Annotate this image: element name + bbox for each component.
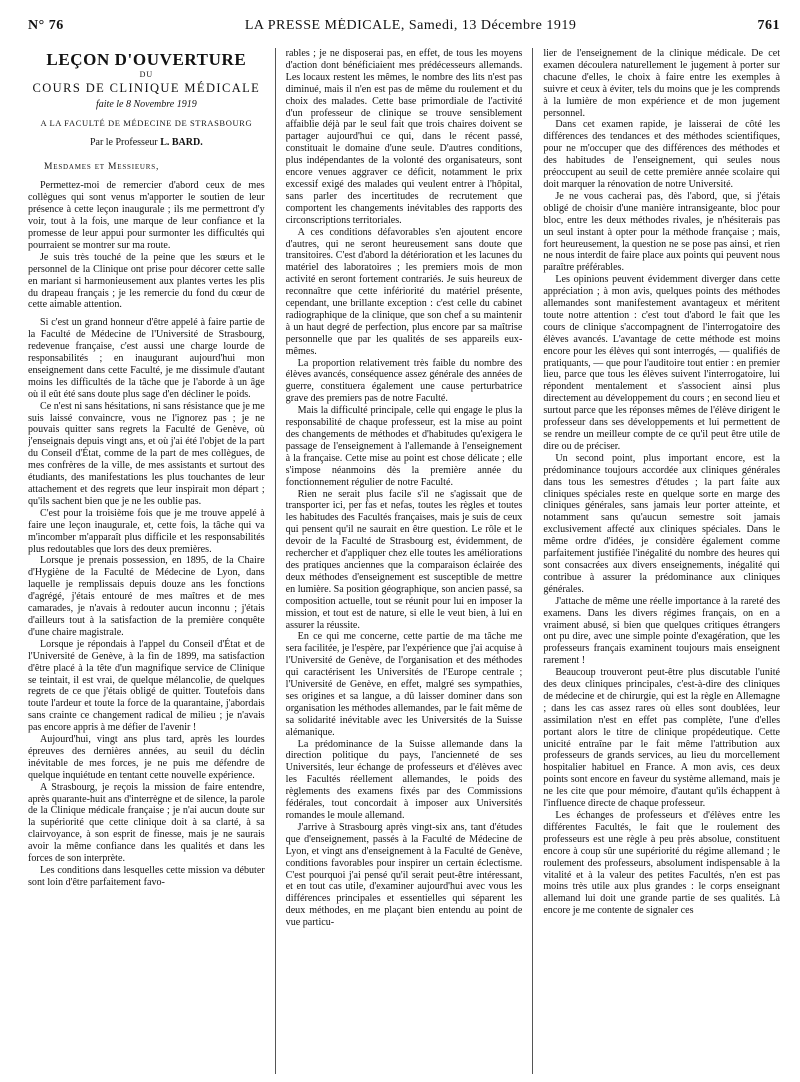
article-byline (28, 137, 265, 149)
column-3 (543, 48, 780, 1074)
paragraph: La prédominance de la Suisse allemande dans la direction politique du pays, l'ancienneté de ses Universités, leur échange de professeurs et d'élèves avec les Facultés réellement allemandes, le poids des règlements des examens fixés par des Commissions fédérales, tout concordait à imposer aux Universités romandes le moule allemand. (285, 738, 523, 821)
paragraph: Mais la difficulté principale, celle qui engage le plus la responsabilité de chaque professeur, est la mise au point des changements de méthodes et d'habitudes qu'exigera le passage de l'enseignement à l'allemande à l'enseignement à la française. Cette mise au point est chose délicate ; elle s'impose néanmoins dès la première année du fonctionnement régulier de notre Faculté. (285, 405, 523, 488)
article-du: DU (139, 69, 154, 79)
paragraph: J'arrive à Strasbourg après vingt-six ans, tant d'études que d'enseignement, passés à la Faculté de Médecine de Lyon, et vingt ans d'enseignement à la Faculté de Genève, conditions favorables pour inspirer un certain éclectisme. C'est pourquoi j'ai pensé qu'il serait peut-être intéressant, et en tout cas utile, d'examiner aujourd'hui avec vous les différences principales et essentielles qui séparent les deux méthodes, en me plaçant bien entendu au point de vue particu- (285, 821, 523, 929)
paragraph: rables ; je ne disposerai pas, en effet, de tous les moyens d'action dont bénéficiaient mes prédécesseurs allemands. Les locaux restent les mêmes, le nombre des lits n'est pas diminué, mais il n'en est pas de même du roulement et du choix des malades. Cette base primordiale de l'activité d'un professeur de clinique se trouve sensiblement affaiblie déjà par le seul fait que trois chaires doivent se partager aujourd'hui ce qui, dans le récent passé, constituait le domaine d'une seule. D'autres conditions, plus indépendantes de la volonté des organisateurs, sont encore venues aggraver ce déficit, notamment le prix excessif exigé des malades qui veulent entrer à l'hôpital, sans parler des incertitudes de recrutement que comportent les changements inévitables des rapports des circonscriptions territoriales. (285, 48, 523, 226)
journal-title: LA PRESSE MÉDICALE, Samedi, 13 Décembre 1919 (244, 18, 577, 33)
article-title-block (28, 50, 265, 148)
paragraph: Rien ne serait plus facile s'il ne s'agissait que de transporter ici, per fas et nefas, toutes les règles et toutes les habitudes des Facultés françaises, mais je suis de ceux qui pensent qu'il ne saurait en être question. Le rôle et le devoir de la Faculté de Strasbourg est, évidemment, de rechercher et d'appliquer chez elle toutes les améliorations des pratiques anciennes que la comparaison éclairée des deux méthodes d'enseignement est susceptible de mettre en lumière. Sa position géographique, son ancien passé, sa composition actuelle, tout se réunit pour lui en imposer la mission, et tout est de nature, si elle le veut bien, à lui en assurer la réussite. (285, 488, 523, 631)
paragraph: Aujourd'hui, vingt ans plus tard, après les lourdes épreuves des dernières années, au seuil du déclin inévitable de mes forces, je ne puis me défendre de quelque inquiétude en tentant cette nouvelle expérience. (28, 734, 265, 781)
byline-prefix: Par le Professeur (89, 136, 158, 148)
paragraph: J'attache de même une réelle importance à la rareté des examens. Dans les divers régimes français, on en a vraiment abusé, si bien que quelques critiques étrangers ont pu dire, avec une simple pointe d'exagération, que les professeurs français examinent toujours mais enseignent rarement ! (543, 595, 780, 667)
paragraph: Un second point, plus important encore, est la prédominance toujours accordée aux cliniques générales dans tous les semestres d'études ; la part faite aux cliniques spéciales reste en quelque sorte en marge des cliniques générales, sans jamais leur porter atteinte, et notamment sans qu'aucun semestre soit jamais exclusivement affecté aux cliniques spéciales. Dans le même ordre d'idées, je considère également comme parfaitement justifiée l'inégalité du nombre des heures qui sont consacrées aux divers enseignements, inégalité qui contribue à assurer la prédominance aux cliniques générales. (543, 452, 780, 595)
column-rule (275, 48, 276, 1074)
journal-page (28, 18, 780, 1074)
paragraph: Permettez-moi de remercier d'abord ceux de mes collègues qui sont venus m'apporter le soutien de leur présence à cette leçon inaugurale ; ils me permettront d'y voir, tout à la fois, une marque de leur confiance et la promesse de leur appui pour surmonter les difficultés qui pourraient se montrer sur ma route. (28, 180, 265, 251)
article-title: LEÇON D'OUVERTURE (46, 50, 247, 69)
author-name: L. BARD. (160, 136, 203, 148)
paragraph: C'est pour la troisième fois que je me trouve appelé à faire une leçon inaugurale, et, cette fois, la tâche qui va m'incomber m'apparaît plus difficile et les responsabilités plus redoutables que lors des deux premières. (28, 507, 265, 555)
paragraph: Dans cet examen rapide, je laisserai de côté les différences des tendances et des méthodes scientifiques, pour ne m'occuper que des différences des méthodes et des habitudes de l'enseignement, qui seules nous préoccupent au seuil de cette première année scolaire qui doit marquer la rénovation de notre Université. (543, 119, 780, 190)
paragraph: lier de l'enseignement de la clinique médicale. De cet examen découlera naturellement le jugement à porter sur chacune d'elles, le choix à faire entre les exemples à suivre et ceux à éviter, tels du moins que je les comprends à la lumière de mon expérience et de mon jugement personnel. (543, 48, 780, 119)
paragraph: Je ne vous cacherai pas, dès l'abord, que, si j'étais obligé de choisir d'une manière intransigeante, bloc pour bloc, entre les deux méthodes rivales, je n'hésiterais pas un seul instant à opter pour la méthode française ; mais, fort heureusement, la question ne se pose pas ainsi, et rien ne nous interdit de faire place aux points qui peuvent nous paraître préférables. (543, 190, 780, 274)
paragraph: A ces conditions défavorables s'en ajoutent encore d'autres, qui ne seront heureusement sans doute que transitoires. C'est d'abord la détérioration et les lacunes du matériel des laboratoires ; les premiers mois de mon activité en seront fortement contrariés. Je suis heureux de reconnaître que cette infériorité du matériel présente, cependant, une brillante exception : c'est celle du cabinet radiographique de la clinique, que son chef a su maintenir à un haut degré de perfection, plus encore par sa maîtrise personnelle que par les qualités de ses appareils eux-mêmes. (285, 226, 523, 357)
issue-number: N° 76 (28, 18, 64, 33)
paragraph: Beaucoup trouveront peut-être plus discutable l'unité des deux cliniques principales, c'est-à-dire des cliniques de médecine et de chirurgie, qui est la règle en Allemagne ; dans les cas assez rares où elles sont doublées, leur assimilation n'est en effet pas complète, l'une d'elles portant alors le titre de clinique propédeutique. Cette unicité entraîne par le fait même l'attribution aux professeurs de grands services, au lieu du morcellement hospitalier habituel en France. A mon avis, ces deux points sont encore en faveur du système allemand, mais je ne les cite que pour mémoire, d'autant qu'ils échappent à l'influence directe de chaque professeur. (543, 667, 780, 810)
salutation: Mesdames et Messieurs, (44, 162, 160, 173)
paragraph: Je suis très touché de la peine que les sœurs et le personnel de la Clinique ont prise pour décorer cette salle en mariant si harmonieusement aux plantes vertes les plis du drapeau français ; je les remercie du fond du cœur de cette aimable attention. (28, 251, 265, 311)
paragraph: Lorsque je répondais à l'appel du Conseil d'État et de l'Université de Genève, à la fin de 1899, ma satisfaction d'être placé à la tête d'un magnifique service de Clinique se teintait, il est vrai, de quelque mélancolie, de quelques regrets de ce que j'étais obligé de quitter. Toutefois dans toute l'ardeur et toute la force de la quarantaine, j'abordais sans crainte ce changement radical de milieu ; je n'avais pas encore appris à me défier de l'avenir ! (28, 638, 265, 734)
paragraph: Si c'est un grand honneur d'être appelé à faire partie de la Faculté de Médecine de l'Université de Strasbourg, redevenue française, c'est aussi une charge lourde de responsabilités ; en inaugurant aujourd'hui mon enseignement dans cette Faculté, je me dissimule d'autant moins les difficultés de la tâche que je l'aborde à un âge où il eût été sans doute plus sage d'en décliner le poids. (28, 317, 265, 400)
page-number: 761 (757, 18, 780, 33)
column-1 (28, 48, 265, 1074)
column-2-paragraphs (286, 48, 523, 929)
running-header (28, 18, 780, 40)
paragraph: La proportion relativement très faible du nombre des élèves avancés, conséquence assez générale des années de guerre, constituera également une cause perturbatrice grave des premiers pas de notre Faculté. (285, 357, 523, 405)
column-1-paragraphs (28, 180, 265, 888)
paragraph: En ce qui me concerne, cette partie de ma tâche me sera facilitée, je l'espère, par l'expérience que j'ai acquise à l'Université de Genève, de l'organisation et des méthodes qui caractérisent les Universités de l'Europe centrale ; l'Université de Genève, en effet, malgré ses sympathies, ses origines et sa langue, a dû laisser dominer dans son organisation les méthodes allemandes, par le fait même de sa solidarité inévitable avec les Universités de la Suisse alémanique. (285, 631, 523, 738)
article-course: COURS DE CLINIQUE MÉDICALE (32, 80, 261, 95)
paragraph: A Strasbourg, je reçois la mission de faire entendre, après quarante-huit ans d'interrègne et de silence, la parole de la Clinique médicale française ; je n'ai aucun doute sur la supériorité que cette clinique doit à sa clarté, à sa clairvoyance, à son esprit de finesse, mais je ne saurais avoir la même confiance dans les qualités et dans les forces de son interprète. (28, 781, 265, 865)
paragraph: Les échanges de professeurs et d'élèves entre les différentes Facultés, le fait que le roulement des professeurs est une règle à peu près absolue, constituent encore à coup sûr une supériorité du régime allemand ; le roulement des professeurs, absolument indispensable à la vitalité et à la valeur des petites Facultés, n'en est pas moins très utile aux plus grandes : le corps enseignant allemand lui doit une grande partie de ses qualités. Là encore je me contente de signaler ces (543, 810, 780, 917)
article-date: faite le 8 Novembre 1919 (95, 98, 197, 110)
paragraph: Les conditions dans lesquelles cette mission va débuter sont loin d'être parfaitement favo- (28, 865, 265, 888)
column-2 (286, 48, 523, 1074)
article-faculty: A LA FACULTÉ DE MÉDECINE DE STRASBOURG (40, 117, 253, 128)
text-columns (28, 48, 780, 1074)
column-rule (532, 48, 533, 1074)
column-3-paragraphs (543, 48, 780, 917)
paragraph: Les opinions peuvent évidemment diverger dans cette appréciation ; à mon avis, quelques points des méthodes allemandes sont manifestement avantageux et méritent toute notre attention : c'est tout d'abord le fait que les cours de clinique s'accompagnent de l'interrogatoire des élèves avancés. L'avantage de cette méthode est moins encore pour les élèves qui sont interrogés, — qualifiés de pratiquants, — que pour l'auditoire tout entier : en premier lieu, parce que tous les élèves suivent l'interrogatoire, lui répondent mentalement et s'associent ainsi plus directement au développement du cours ; en second lieu et surtout parce que les réponses mêmes de l'élève dirigent le professeur dans ses développements et lui permettent de se rendre un meilleur compte de ce qu'il peut être utile de dire ou de préciser. (543, 274, 780, 452)
paragraph: Ce n'est ni sans hésitations, ni sans résistance que je me suis laissé convaincre, vous ne l'ignorez pas ; je ne pouvais quitter sans regrets la Faculté de Genève, où j'enseignais depuis vingt ans, et où j'ai été l'objet de la part du Conseil d'État, comme de la part de mes collègues, de mes confrères de la ville, de mes assistants et surtout des étudiants, des manifestations les plus touchantes de leur attachement et des regrets que leur inspirait mon départ ; qu'ils sachent bien que je ne les oublie pas. (28, 400, 265, 507)
paragraph: Lorsque je prenais possession, en 1895, de la Chaire d'Hygiène de la Faculté de Médecine de Lyon, dans laquelle je remplissais depuis douze ans les fonctions d'agrégé, j'étais entouré de mes maîtres et de mes camarades, je n'avais à redouter aucun inconnu ; j'étais d'ailleurs tout à la satisfaction de la première conquête d'une chaire magistrale. (28, 555, 265, 638)
